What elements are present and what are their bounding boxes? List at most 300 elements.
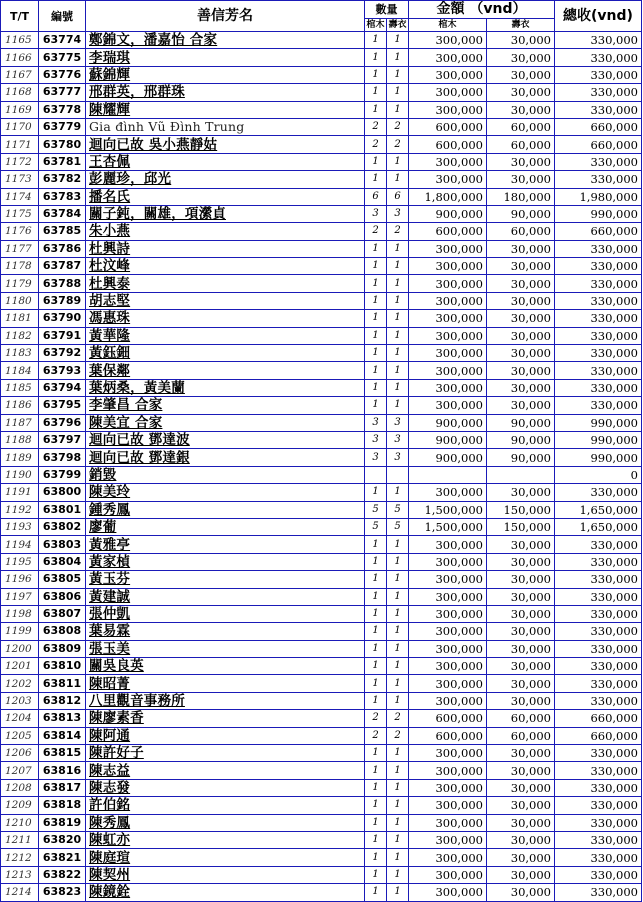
row-total: 330,000 xyxy=(555,240,642,257)
row-name: 馮惠珠 xyxy=(86,310,365,327)
row-qty-coffin: 1 xyxy=(365,310,387,327)
row-total: 330,000 xyxy=(555,553,642,570)
row-amount-coffin: 300,000 xyxy=(409,49,487,66)
row-total: 330,000 xyxy=(555,866,642,883)
row-tt: 1210 xyxy=(1,814,39,831)
row-total: 330,000 xyxy=(555,849,642,866)
row-total: 990,000 xyxy=(555,449,642,466)
row-tt: 1190 xyxy=(1,466,39,483)
row-code: 63814 xyxy=(39,727,86,744)
row-qty-shroud: 1 xyxy=(387,536,409,553)
row-qty-coffin: 1 xyxy=(365,362,387,379)
row-tt: 1191 xyxy=(1,484,39,501)
table-row xyxy=(1,310,642,327)
row-total: 330,000 xyxy=(555,536,642,553)
row-code: 63778 xyxy=(39,101,86,118)
table-row xyxy=(1,605,642,622)
row-name: 陳美玲 xyxy=(86,484,365,501)
row-qty-coffin: 1 xyxy=(365,345,387,362)
row-amount-shroud: 30,000 xyxy=(487,588,555,605)
row-qty-coffin: 1 xyxy=(365,84,387,101)
row-total: 330,000 xyxy=(555,779,642,796)
row-total: 330,000 xyxy=(555,310,642,327)
row-name: 陳美宜 合家 xyxy=(86,414,365,431)
row-tt: 1200 xyxy=(1,640,39,657)
table-row xyxy=(1,188,642,205)
row-code: 63798 xyxy=(39,449,86,466)
row-amount-coffin: 300,000 xyxy=(409,866,487,883)
row-qty-coffin: 1 xyxy=(365,623,387,640)
row-qty-shroud: 5 xyxy=(387,501,409,518)
row-qty-shroud: 1 xyxy=(387,32,409,49)
row-name: 迴向已故 吳小燕靜姑 xyxy=(86,136,365,153)
row-name: 陳秀鳳 xyxy=(86,814,365,831)
row-name: 張仲凱 xyxy=(86,605,365,622)
row-tt: 1183 xyxy=(1,345,39,362)
row-code: 63776 xyxy=(39,66,86,83)
table-row xyxy=(1,66,642,83)
row-amount-coffin: 300,000 xyxy=(409,692,487,709)
row-amount-coffin: 300,000 xyxy=(409,362,487,379)
row-tt: 1213 xyxy=(1,866,39,883)
row-amount-coffin: 600,000 xyxy=(409,136,487,153)
row-tt: 1174 xyxy=(1,188,39,205)
row-qty-shroud: 2 xyxy=(387,136,409,153)
row-code: 63820 xyxy=(39,831,86,848)
row-amount-shroud: 30,000 xyxy=(487,32,555,49)
row-tt: 1209 xyxy=(1,797,39,814)
row-tt: 1189 xyxy=(1,449,39,466)
row-qty-coffin: 1 xyxy=(365,292,387,309)
row-amount-coffin: 600,000 xyxy=(409,710,487,727)
row-tt: 1180 xyxy=(1,292,39,309)
row-total: 990,000 xyxy=(555,205,642,222)
row-total: 330,000 xyxy=(555,692,642,709)
row-amount-shroud: 60,000 xyxy=(487,118,555,135)
row-code: 63783 xyxy=(39,188,86,205)
header-amount-coffin: 棺木 xyxy=(409,19,487,32)
row-name: 杜興泰 xyxy=(86,275,365,292)
table-row xyxy=(1,327,642,344)
row-qty-shroud: 1 xyxy=(387,362,409,379)
header-amount: 金額 （vnd） xyxy=(409,1,555,19)
row-qty-shroud: 1 xyxy=(387,692,409,709)
table-row xyxy=(1,536,642,553)
row-amount-shroud: 30,000 xyxy=(487,814,555,831)
row-amount-shroud: 30,000 xyxy=(487,240,555,257)
row-tt: 1199 xyxy=(1,623,39,640)
row-amount-coffin: 300,000 xyxy=(409,32,487,49)
table-row xyxy=(1,623,642,640)
row-code: 63813 xyxy=(39,710,86,727)
row-name: 鍾秀鳳 xyxy=(86,501,365,518)
row-qty-shroud: 1 xyxy=(387,675,409,692)
row-code: 63816 xyxy=(39,762,86,779)
row-code: 63812 xyxy=(39,692,86,709)
table-row xyxy=(1,588,642,605)
row-amount-shroud: 30,000 xyxy=(487,49,555,66)
row-name: Gia đình Vũ Đình Trung xyxy=(86,118,365,135)
row-amount-coffin: 300,000 xyxy=(409,171,487,188)
row-qty-coffin: 1 xyxy=(365,762,387,779)
row-amount-shroud: 30,000 xyxy=(487,849,555,866)
row-amount-coffin: 300,000 xyxy=(409,797,487,814)
row-qty-coffin: 1 xyxy=(365,171,387,188)
row-total: 990,000 xyxy=(555,431,642,448)
row-amount-shroud: 30,000 xyxy=(487,310,555,327)
table-row xyxy=(1,32,642,49)
row-tt: 1172 xyxy=(1,153,39,170)
row-name: 葉保鄰 xyxy=(86,362,365,379)
row-name: 陳志益 xyxy=(86,762,365,779)
row-total: 330,000 xyxy=(555,258,642,275)
row-qty-coffin: 5 xyxy=(365,518,387,535)
row-amount-shroud: 30,000 xyxy=(487,327,555,344)
row-qty-shroud: 1 xyxy=(387,240,409,257)
row-tt: 1212 xyxy=(1,849,39,866)
row-amount-shroud: 60,000 xyxy=(487,136,555,153)
row-total: 330,000 xyxy=(555,84,642,101)
row-amount-shroud: 150,000 xyxy=(487,501,555,518)
row-total: 330,000 xyxy=(555,397,642,414)
row-amount-shroud: 30,000 xyxy=(487,536,555,553)
row-amount-shroud: 30,000 xyxy=(487,658,555,675)
row-qty-shroud: 1 xyxy=(387,292,409,309)
row-amount-shroud: 30,000 xyxy=(487,292,555,309)
row-amount-shroud: 30,000 xyxy=(487,797,555,814)
table-row xyxy=(1,571,642,588)
row-tt: 1205 xyxy=(1,727,39,744)
row-name: 迴向已故 鄧達波 xyxy=(86,431,365,448)
row-amount-shroud: 30,000 xyxy=(487,258,555,275)
row-qty-coffin: 6 xyxy=(365,188,387,205)
row-total: 330,000 xyxy=(555,797,642,814)
row-qty-shroud: 1 xyxy=(387,171,409,188)
row-qty-shroud: 1 xyxy=(387,849,409,866)
row-code: 63804 xyxy=(39,553,86,570)
row-amount-coffin: 300,000 xyxy=(409,605,487,622)
row-qty-shroud: 1 xyxy=(387,66,409,83)
table-row xyxy=(1,675,642,692)
table-row xyxy=(1,431,642,448)
table-row xyxy=(1,84,642,101)
row-code: 63821 xyxy=(39,849,86,866)
row-code: 63805 xyxy=(39,571,86,588)
row-amount-coffin: 300,000 xyxy=(409,640,487,657)
row-name: 張玉美 xyxy=(86,640,365,657)
row-total: 1,980,000 xyxy=(555,188,642,205)
header-qty-shroud: 壽衣 xyxy=(388,20,407,30)
row-total: 330,000 xyxy=(555,831,642,848)
table-row xyxy=(1,275,642,292)
row-tt: 1168 xyxy=(1,84,39,101)
header-qty-coffin: 棺木 xyxy=(366,20,385,30)
row-code: 63787 xyxy=(39,258,86,275)
row-total: 330,000 xyxy=(555,814,642,831)
row-qty-shroud: 1 xyxy=(387,327,409,344)
row-qty-coffin: 3 xyxy=(365,205,387,222)
row-qty-shroud: 1 xyxy=(387,658,409,675)
row-qty-coffin: 1 xyxy=(365,675,387,692)
row-tt: 1192 xyxy=(1,501,39,518)
table-body xyxy=(1,32,642,902)
row-tt: 1186 xyxy=(1,397,39,414)
row-qty-coffin: 1 xyxy=(365,275,387,292)
table-header xyxy=(1,1,642,32)
row-amount-coffin: 600,000 xyxy=(409,118,487,135)
row-qty-coffin: 1 xyxy=(365,536,387,553)
row-tt: 1207 xyxy=(1,762,39,779)
row-code: 63808 xyxy=(39,623,86,640)
table-row xyxy=(1,223,642,240)
row-qty-coffin: 1 xyxy=(365,571,387,588)
row-qty-shroud: 1 xyxy=(387,640,409,657)
header-tt: T/T xyxy=(1,1,39,32)
table-row xyxy=(1,866,642,883)
table-row xyxy=(1,762,642,779)
row-code: 63819 xyxy=(39,814,86,831)
table-row xyxy=(1,153,642,170)
row-code: 63809 xyxy=(39,640,86,657)
row-name: 彭麗珍，邱光 xyxy=(86,171,365,188)
row-code: 63797 xyxy=(39,431,86,448)
row-qty-coffin: 1 xyxy=(365,32,387,49)
row-name: 播名氏 xyxy=(86,188,365,205)
row-qty-coffin: 1 xyxy=(365,327,387,344)
row-amount-shroud: 30,000 xyxy=(487,275,555,292)
row-total: 330,000 xyxy=(555,32,642,49)
row-name: 迴向已故 鄧達銀 xyxy=(86,449,365,466)
table-row xyxy=(1,379,642,396)
row-code: 63781 xyxy=(39,153,86,170)
table-row xyxy=(1,171,642,188)
header-name: 善信芳名 xyxy=(86,1,365,32)
row-amount-shroud: 30,000 xyxy=(487,345,555,362)
row-amount-coffin: 900,000 xyxy=(409,449,487,466)
table-row xyxy=(1,779,642,796)
row-amount-coffin: 300,000 xyxy=(409,379,487,396)
table-row xyxy=(1,101,642,118)
row-qty-coffin: 1 xyxy=(365,379,387,396)
row-tt: 1208 xyxy=(1,779,39,796)
row-amount-coffin: 300,000 xyxy=(409,484,487,501)
row-amount-coffin: 300,000 xyxy=(409,745,487,762)
table-row xyxy=(1,640,642,657)
row-amount-coffin: 300,000 xyxy=(409,153,487,170)
row-qty-coffin: 1 xyxy=(365,484,387,501)
row-qty-coffin xyxy=(365,466,387,483)
row-total: 330,000 xyxy=(555,658,642,675)
row-total: 330,000 xyxy=(555,762,642,779)
table-row xyxy=(1,501,642,518)
row-name: 黃建誠 xyxy=(86,588,365,605)
row-amount-shroud: 30,000 xyxy=(487,605,555,622)
row-amount-shroud: 30,000 xyxy=(487,66,555,83)
row-qty-coffin: 3 xyxy=(365,431,387,448)
row-qty-coffin: 1 xyxy=(365,831,387,848)
row-qty-shroud: 2 xyxy=(387,727,409,744)
row-amount-coffin: 1,800,000 xyxy=(409,188,487,205)
row-amount-coffin: 300,000 xyxy=(409,571,487,588)
row-code: 63790 xyxy=(39,310,86,327)
row-tt: 1196 xyxy=(1,571,39,588)
row-total: 330,000 xyxy=(555,362,642,379)
table-row xyxy=(1,292,642,309)
table-row xyxy=(1,518,642,535)
row-tt: 1178 xyxy=(1,258,39,275)
row-code: 63815 xyxy=(39,745,86,762)
row-amount-shroud: 30,000 xyxy=(487,553,555,570)
row-amount-shroud: 90,000 xyxy=(487,449,555,466)
row-tt: 1173 xyxy=(1,171,39,188)
row-amount-coffin: 300,000 xyxy=(409,397,487,414)
row-name: 陳志發 xyxy=(86,779,365,796)
table-row xyxy=(1,727,642,744)
row-qty-coffin: 5 xyxy=(365,501,387,518)
row-code: 63818 xyxy=(39,797,86,814)
row-qty-shroud: 1 xyxy=(387,258,409,275)
row-qty-coffin: 1 xyxy=(365,258,387,275)
row-amount-shroud: 60,000 xyxy=(487,727,555,744)
row-qty-coffin: 1 xyxy=(365,49,387,66)
row-total: 330,000 xyxy=(555,605,642,622)
row-tt: 1204 xyxy=(1,710,39,727)
row-amount-shroud: 30,000 xyxy=(487,571,555,588)
row-qty-shroud: 2 xyxy=(387,118,409,135)
row-qty-shroud: 1 xyxy=(387,275,409,292)
row-amount-shroud: 180,000 xyxy=(487,188,555,205)
row-qty-shroud: 1 xyxy=(387,379,409,396)
row-tt: 1202 xyxy=(1,675,39,692)
row-total: 990,000 xyxy=(555,414,642,431)
row-qty-coffin: 1 xyxy=(365,658,387,675)
row-tt: 1167 xyxy=(1,66,39,83)
row-code: 63806 xyxy=(39,588,86,605)
table-row xyxy=(1,118,642,135)
row-code: 63789 xyxy=(39,292,86,309)
row-total: 1,650,000 xyxy=(555,501,642,518)
table-row xyxy=(1,397,642,414)
row-qty-shroud: 3 xyxy=(387,431,409,448)
row-total: 660,000 xyxy=(555,710,642,727)
row-qty-shroud: 1 xyxy=(387,345,409,362)
row-tt: 1201 xyxy=(1,658,39,675)
row-amount-coffin: 300,000 xyxy=(409,553,487,570)
row-code: 63811 xyxy=(39,675,86,692)
row-amount-shroud: 30,000 xyxy=(487,101,555,118)
row-amount-coffin: 300,000 xyxy=(409,275,487,292)
table-row xyxy=(1,884,642,901)
row-amount-coffin: 300,000 xyxy=(409,849,487,866)
row-total: 330,000 xyxy=(555,292,642,309)
row-code: 63779 xyxy=(39,118,86,135)
table-row xyxy=(1,814,642,831)
row-tt: 1188 xyxy=(1,431,39,448)
row-tt: 1165 xyxy=(1,32,39,49)
row-qty-shroud: 1 xyxy=(387,779,409,796)
row-qty-shroud: 1 xyxy=(387,884,409,901)
row-name: 陳庭瑄 xyxy=(86,849,365,866)
row-tt: 1181 xyxy=(1,310,39,327)
row-qty-coffin: 1 xyxy=(365,849,387,866)
row-name: 黃家楨 xyxy=(86,553,365,570)
row-amount-coffin: 300,000 xyxy=(409,675,487,692)
row-qty-coffin: 1 xyxy=(365,240,387,257)
row-qty-shroud: 1 xyxy=(387,831,409,848)
row-tt: 1169 xyxy=(1,101,39,118)
row-total: 330,000 xyxy=(555,884,642,901)
row-qty-coffin: 1 xyxy=(365,605,387,622)
row-total: 330,000 xyxy=(555,345,642,362)
row-amount-shroud: 90,000 xyxy=(487,205,555,222)
row-qty-shroud: 1 xyxy=(387,762,409,779)
row-qty-shroud: 2 xyxy=(387,223,409,240)
table-row xyxy=(1,710,642,727)
row-tt: 1166 xyxy=(1,49,39,66)
row-amount-shroud: 30,000 xyxy=(487,397,555,414)
row-code: 63817 xyxy=(39,779,86,796)
row-tt: 1214 xyxy=(1,884,39,901)
row-code: 63799 xyxy=(39,466,86,483)
row-code: 63822 xyxy=(39,866,86,883)
row-tt: 1176 xyxy=(1,223,39,240)
row-total: 330,000 xyxy=(555,623,642,640)
row-code: 63775 xyxy=(39,49,86,66)
table-row xyxy=(1,745,642,762)
row-tt: 1203 xyxy=(1,692,39,709)
row-qty-coffin: 1 xyxy=(365,66,387,83)
row-qty-coffin: 2 xyxy=(365,136,387,153)
row-qty-coffin: 1 xyxy=(365,692,387,709)
row-amount-shroud: 90,000 xyxy=(487,414,555,431)
row-tt: 1170 xyxy=(1,118,39,135)
row-amount-coffin: 300,000 xyxy=(409,292,487,309)
row-amount-coffin: 600,000 xyxy=(409,223,487,240)
row-code: 63802 xyxy=(39,518,86,535)
row-tt: 1175 xyxy=(1,205,39,222)
row-amount-shroud: 30,000 xyxy=(487,884,555,901)
row-tt: 1179 xyxy=(1,275,39,292)
row-code: 63791 xyxy=(39,327,86,344)
row-amount-coffin: 300,000 xyxy=(409,779,487,796)
table-row xyxy=(1,449,642,466)
row-qty-shroud: 1 xyxy=(387,310,409,327)
row-code: 63784 xyxy=(39,205,86,222)
row-code: 63793 xyxy=(39,362,86,379)
row-amount-shroud: 30,000 xyxy=(487,831,555,848)
row-amount-shroud: 30,000 xyxy=(487,171,555,188)
row-amount-coffin: 900,000 xyxy=(409,205,487,222)
row-name: 陳虹亦 xyxy=(86,831,365,848)
row-total: 330,000 xyxy=(555,153,642,170)
row-tt: 1187 xyxy=(1,414,39,431)
row-amount-coffin: 300,000 xyxy=(409,588,487,605)
row-qty-shroud: 1 xyxy=(387,553,409,570)
row-qty-shroud: 3 xyxy=(387,449,409,466)
row-amount-coffin: 300,000 xyxy=(409,536,487,553)
row-amount-coffin: 300,000 xyxy=(409,66,487,83)
row-qty-shroud: 1 xyxy=(387,588,409,605)
row-name: 關吳良英 xyxy=(86,658,365,675)
row-amount-shroud: 30,000 xyxy=(487,779,555,796)
table-row xyxy=(1,205,642,222)
table-row xyxy=(1,692,642,709)
row-code: 63792 xyxy=(39,345,86,362)
row-total: 330,000 xyxy=(555,379,642,396)
row-name: 陳阿通 xyxy=(86,727,365,744)
row-total: 330,000 xyxy=(555,171,642,188)
row-name: 李瑞琪 xyxy=(86,49,365,66)
